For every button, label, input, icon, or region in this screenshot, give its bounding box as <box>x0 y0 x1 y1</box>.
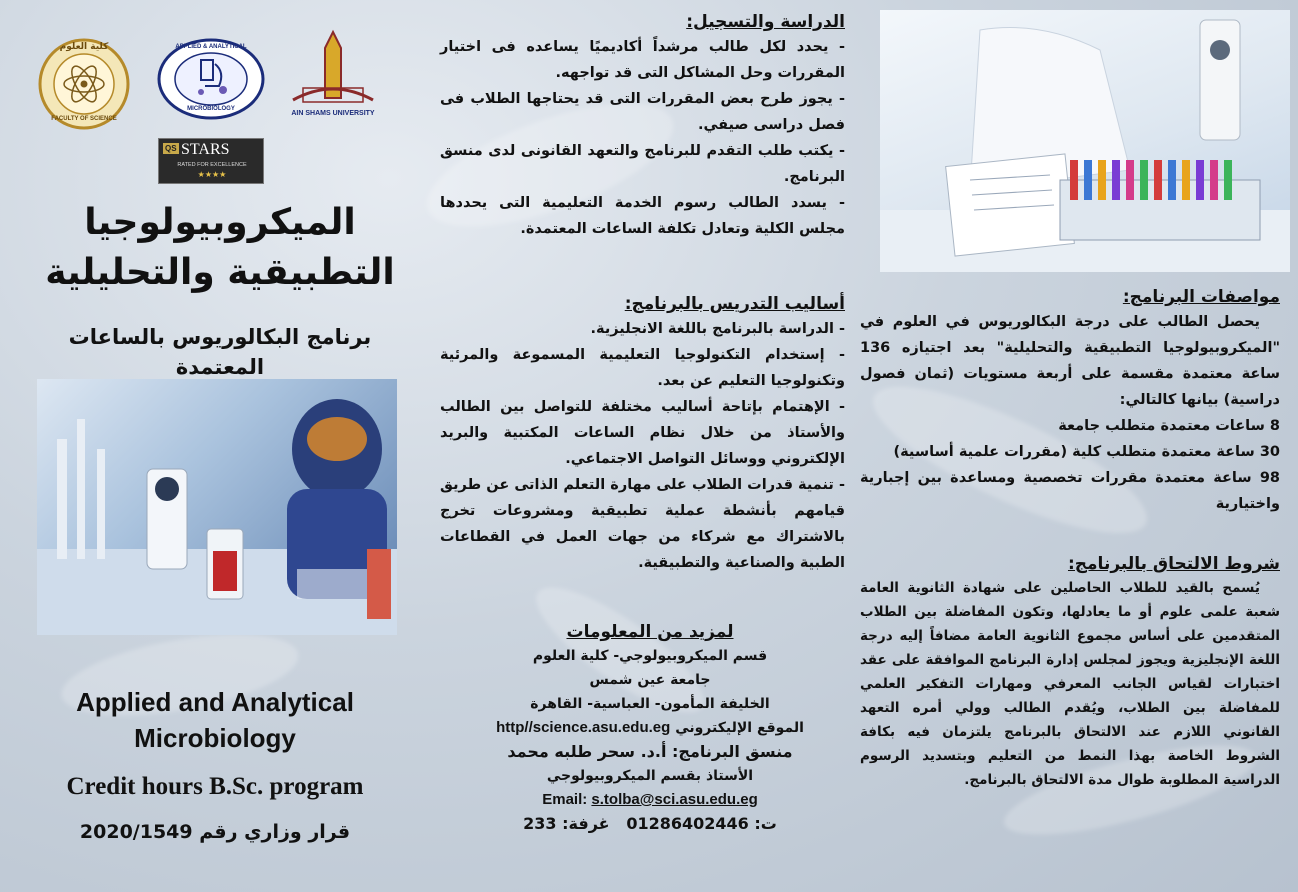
teaching-methods-list <box>440 316 845 576</box>
lab-notes-photo <box>880 10 1290 272</box>
website-label: الموقع الإليكتروني <box>675 720 804 736</box>
admission-heading: شروط الالتحاق بالبرنامج: <box>1067 554 1280 574</box>
list-item: 98 ساعة معتمدة مقررات تخصصية ومساعدة بين إجبارية واختيارية <box>860 470 1280 512</box>
dept-logo-top-text: APPLIED & ANALYTICAL <box>175 44 247 50</box>
arabic-title-line1: الميكروبيولوجيا <box>84 202 356 243</box>
contact-section <box>450 620 850 836</box>
microbiology-department-logo <box>157 38 265 120</box>
stars-label: STARS <box>181 141 230 158</box>
list-item: 30 ساعة معتمدة متطلب كلية (مقررات علمية أساسية) <box>893 444 1280 460</box>
university-logo-text: AIN SHAMS UNIVERSITY <box>291 110 375 117</box>
contact-address: الخليفة المأمون- العباسية- القاهرة <box>530 696 770 712</box>
stars-rating: ★★★★ <box>197 170 227 179</box>
phone-label: ت: <box>754 814 777 833</box>
room-number: 233 <box>523 814 557 833</box>
teaching-methods-section <box>440 292 845 576</box>
arabic-subtitle: برنامج البكالوريوس بالساعات المعتمدة <box>68 325 372 379</box>
contact-website-row <box>450 716 850 740</box>
lab-researcher-photo <box>37 379 397 635</box>
arabic-title-line2: التطبيقية والتحليلية <box>45 252 395 293</box>
list-item: - يكتب طلب التقدم للبرنامج والتعهد القانونى لدى منسق البرنامج. <box>440 143 845 185</box>
program-specs-intro: يحصل الطالب على درجة البكالوريوس في العلوم في "الميكروبيولوجيا التطبيقية والتحليلية" بعد اجتيازه 136 ساعة معتمدة مقسمة على أربعة مستويات (ثمان فصول دراسية) بيانها كالتالي: <box>860 314 1280 408</box>
english-title-line2: Microbiology <box>134 723 296 753</box>
list-item: - تنمية قدرات الطلاب على مهارة التعلم الذاتى عن طريق قيامهم بأنشطة عملية تطبيقية ومشروعات تخرج بالاشتراك مع شركاء من جهات العمل في القطاعات الطبية والصناعية والتطبيقية. <box>440 477 845 571</box>
ain-shams-university-logo <box>283 28 383 124</box>
faculty-of-science-logo <box>38 38 130 130</box>
faculty-logo-ar-text: كلية العلوم <box>59 42 109 52</box>
dept-logo-bottom-text: MICROBIOLOGY <box>187 106 235 112</box>
list-item: - يجوز طرح بعض المقررات التى قد يحتاجها الطلاب فى فصل دراسى صيفي. <box>440 91 845 133</box>
admission-section <box>860 552 1280 792</box>
contact-university: جامعة عين شمس <box>589 672 711 688</box>
contact-email-row <box>450 788 850 812</box>
teaching-methods-heading: أساليب التدريس بالبرنامج: <box>624 294 845 314</box>
contact-heading: لمزيد من المعلومات <box>566 622 734 642</box>
stars-sub-label: RATED FOR EXCELLENCE <box>177 162 247 168</box>
study-registration-list <box>440 34 845 242</box>
english-program-name: Credit hours B.Sc. program <box>66 773 364 800</box>
list-item: - الدراسة بالبرنامج باللغة الانجليزية. <box>590 321 845 337</box>
list-item: 8 ساعات معتمدة متطلب جامعة <box>1058 418 1280 434</box>
qs-label: QS <box>165 144 177 153</box>
program-specs-list <box>860 413 1280 517</box>
coordinator-title: الأستاذ بقسم الميكروبيولوجي <box>546 768 754 784</box>
email-link[interactable]: s.tolba@sci.asu.edu.eg <box>591 791 758 808</box>
phone-number: 01286402446 <box>626 814 749 833</box>
list-item: - إستخدام التكنولوجيا التعليمية المسموعة والمرئية وتكنولوجيا التعليم عن بعد. <box>440 347 845 389</box>
list-item: - يحدد لكل طالب مرشداً أكاديميًا يساعده فى اختيار المقررات وحل المشاكل التى قد تواجهه. <box>440 39 845 81</box>
email-label: Email: <box>542 791 588 808</box>
room-label: غرفة: <box>562 814 610 833</box>
program-specs-heading: مواصفات البرنامج: <box>1122 287 1280 307</box>
admission-text: يُسمح بالقيد للطلاب الحاصلين على شهادة الثانوية العامة شعبة علمى علوم أو ما يعادلها، وتكون المفاضلة بين الطلاب المتقدمين على أساس مجموع الثانوية العامة مضافاً إليه درجة اللغة الإنجليزية ويجوز لمجلس إدارة البرنامج الموافقة على عقد اختبارات لقياس الجانب المعرفي ومهارات التفكير العلمي للمفاضلة بين الطلاب، ويُقدم الطالب وولي أمره التعهد القانوني اللازم عند الالتحاق بالبرنامج يلتزمان فيه بكافة الشروط الخاصة بهذا النمط من التعليم وبتسديد الرسوم الدراسية المطلوبة طوال مدة الالتحاق بالبرنامج. <box>860 580 1280 788</box>
contact-phone-row <box>450 812 850 836</box>
english-title-line1: Applied and Analytical <box>76 687 354 717</box>
program-coordinator: منسق البرنامج: أ.د. سحر طلبه محمد <box>507 742 793 761</box>
faculty-logo-en-text: FACULTY OF SCIENCE <box>51 116 117 122</box>
study-registration-section <box>440 10 845 242</box>
website-link[interactable]: http//science.asu.edu.eg <box>496 719 671 736</box>
contact-department: قسم الميكروبيولوجي- كلية العلوم <box>532 648 768 664</box>
list-item: - يسدد الطالب رسوم الخدمة التعليمية التى يحددها مجلس الكلية وتعادل تكلفة الساعات المعتمدة. <box>440 195 845 237</box>
qs-stars-badge <box>158 138 264 184</box>
program-specs-section <box>860 285 1280 517</box>
ministerial-decree: قرار وزاري رقم 2020/1549 <box>79 821 351 843</box>
list-item: - الإهتمام بإتاحة أساليب مختلفة للتواصل بين الطالب والأستاذ من خلال نظام الساعات المكتبية والبريد الإلكتروني ووسائل التواصل الاجتماعي. <box>440 399 845 467</box>
study-registration-heading: الدراسة والتسجيل: <box>686 12 845 32</box>
